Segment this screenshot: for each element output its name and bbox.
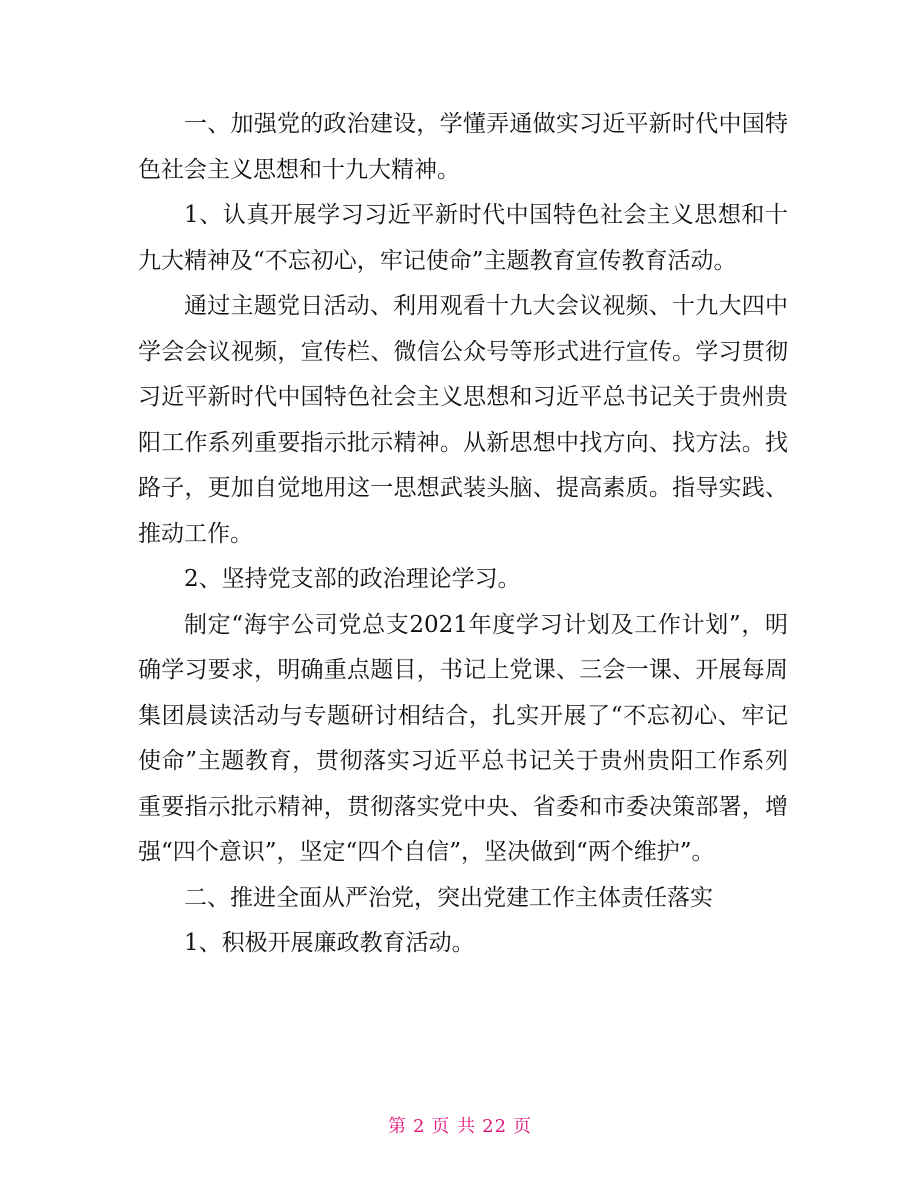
document-body	[138, 102, 788, 967]
paragraph-section-1-heading: 一、加强党的政治建设，学懂弄通做实习近平新时代中国特色社会主义思想和十九大精神。	[138, 111, 788, 183]
footer-middle: 页 共	[431, 1116, 477, 1137]
footer-prefix: 第	[387, 1116, 407, 1137]
paragraph-body-1: 通过主题党日活动、利用观看十九大会议视频、十九大四中学会会议视频，宣传栏、微信公众号等形式进行宣传。学习贯彻习近平新时代中国特色社会主义思想和习近平总书记关于贵州贵阳工作系列重要指示批示精神。从新思想中找方向、找方法。找路子，更加自觉地用这一思想武装头脑、提高素质。指导实践、推动工作。	[138, 293, 788, 547]
paragraph-section-2-heading: 二、推进全面从严治党，突出党建工作主体责任落实	[184, 884, 713, 911]
page-footer	[0, 1112, 920, 1138]
paragraph-item-3: 1、积极开展廉政教育活动。	[184, 930, 475, 956]
paragraph-body-2: 制定“海宇公司党总支2021年度学习计划及工作计划”，明确学习要求，明确重点题目，书记上党课、三会一课、开展每周集团晨读活动与专题研讨相结合，扎实开展了“不忘初心、牢记使命”主题教育，贯彻落实习近平总书记关于贵州贵阳工作系列重要指示批示精神，贯彻落实党中央、省委和市委决策部署，增强“四个意识”，坚定“四个自信”，坚决做到“两个维护”。	[138, 611, 788, 865]
footer-suffix: 页	[513, 1116, 533, 1137]
footer-page-number: 2	[412, 1116, 426, 1137]
footer-total-pages: 22	[482, 1116, 508, 1137]
paragraph-item-1: 1、认真开展学习习近平新时代中国特色社会主义思想和十九大精神及“不忘初心，牢记使命”主题教育宣传教育活动。	[138, 202, 788, 274]
paragraph-item-2: 2、坚持党支部的政治理论学习。	[184, 566, 521, 592]
